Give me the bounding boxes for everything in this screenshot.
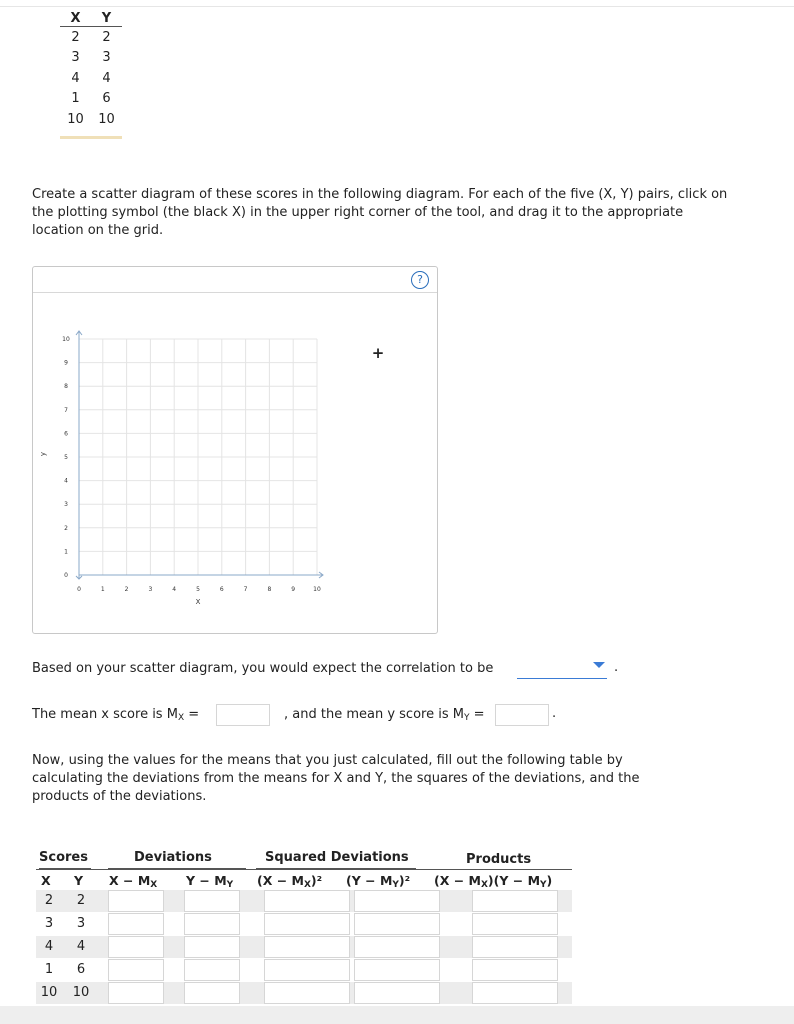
y-axis-label: y — [39, 451, 47, 457]
dev-x-input[interactable] — [108, 982, 164, 1004]
col-x-minus-mx — [109, 873, 157, 890]
dev-y-input[interactable] — [184, 890, 240, 912]
score-x: 2 — [44, 893, 54, 908]
chevron-down-icon — [593, 662, 605, 668]
x-axis-label: X — [195, 598, 201, 606]
scatter-tool[interactable] — [32, 266, 438, 634]
col-product-mid: )(Y − M — [487, 873, 541, 888]
table-row — [60, 89, 122, 110]
top-divider — [0, 6, 794, 7]
mean-x-subscript: X — [177, 713, 185, 723]
y-value: 2 — [102, 29, 111, 45]
group-scores: Scores — [39, 850, 88, 865]
product-input[interactable] — [472, 890, 558, 912]
col-y: Y — [74, 873, 84, 888]
mean-x-text: The mean x score is M — [32, 707, 178, 722]
y-tick-label: 7 — [64, 406, 68, 414]
x-value: 1 — [71, 91, 80, 107]
dev-y-input[interactable] — [184, 936, 240, 958]
col-sq-y-close: )² — [398, 873, 411, 888]
sq-dev-x-input[interactable] — [264, 913, 350, 935]
sq-dev-y-input[interactable] — [354, 913, 440, 935]
score-x: 3 — [44, 916, 54, 931]
x-tick-label: 3 — [148, 586, 153, 593]
col-product-close: ) — [546, 873, 553, 888]
correlation-label: Based on your scatter diagram, you would expect the correlation to be — [32, 661, 494, 676]
y-tick-label: 6 — [64, 430, 68, 438]
table-row — [60, 109, 122, 130]
col-product — [434, 873, 552, 890]
product-input[interactable] — [472, 936, 558, 958]
x-tick-label: 4 — [172, 586, 177, 593]
score-x: 1 — [44, 962, 54, 977]
y-tick-label: 2 — [64, 524, 68, 532]
scores-table-header — [60, 8, 122, 27]
dev-y-input[interactable] — [184, 982, 240, 1004]
score-y: 10 — [72, 985, 90, 1000]
table-underline — [60, 136, 122, 139]
correlation-dropdown[interactable] — [517, 658, 607, 679]
sq-dev-y-input[interactable] — [354, 890, 440, 912]
col-sq-y-sub: Y — [392, 880, 399, 890]
dev-x-input[interactable] — [108, 913, 164, 935]
mean-x-label — [32, 706, 199, 727]
help-icon[interactable]: ? — [411, 271, 429, 289]
x-value: 4 — [71, 70, 80, 86]
y-value: 6 — [102, 91, 111, 107]
x-value: 3 — [71, 50, 80, 66]
y-tick-label: 1 — [64, 548, 68, 556]
mean-y-subscript: Y — [463, 713, 470, 723]
sq-dev-x-input[interactable] — [264, 890, 350, 912]
mean-y-text: , and the mean y score is M — [284, 707, 464, 722]
y-tick-label: 5 — [64, 454, 68, 461]
col-x: X — [41, 873, 51, 888]
header-y: Y — [101, 11, 112, 26]
score-y: 4 — [76, 939, 86, 954]
y-tick-label: 8 — [64, 383, 68, 391]
dev-y-input[interactable] — [184, 913, 240, 935]
y-tick-label: 0 — [64, 572, 68, 579]
sq-dev-x-input[interactable] — [264, 936, 350, 958]
y-tick-label: 4 — [64, 477, 68, 485]
score-x: 10 — [40, 985, 58, 1000]
y-tick-label: 10 — [62, 336, 70, 343]
product-input[interactable] — [472, 913, 558, 935]
col-sq-x-close: )² — [310, 873, 323, 888]
x-tick-label: 1 — [100, 586, 105, 593]
table-row — [60, 27, 122, 48]
mean-y-equals: = — [469, 707, 485, 722]
group-deviations: Deviations — [134, 850, 212, 865]
y-tick-label: 3 — [64, 501, 68, 509]
header-rule — [36, 869, 572, 870]
mean-y-label — [284, 706, 484, 727]
dev-x-input[interactable] — [108, 959, 164, 981]
x-tick-label: 10 — [313, 586, 321, 593]
col-y-minus-my-text: Y − M — [186, 873, 227, 888]
x-tick-label: 8 — [267, 586, 272, 593]
mean-y-input[interactable] — [495, 704, 549, 726]
product-input[interactable] — [472, 959, 558, 981]
y-value: 4 — [102, 70, 111, 86]
score-y: 3 — [76, 916, 86, 931]
y-tick-label: 9 — [64, 359, 68, 367]
dev-x-input[interactable] — [108, 936, 164, 958]
product-input[interactable] — [472, 982, 558, 1004]
col-sq-x-sub: X — [303, 880, 311, 890]
means-period: . — [552, 706, 557, 721]
score-y: 6 — [76, 962, 86, 977]
y-value: 3 — [102, 50, 111, 66]
col-x-minus-mx-text: X − M — [109, 873, 151, 888]
sq-dev-y-input[interactable] — [354, 982, 440, 1004]
x-tick-label: 6 — [219, 586, 224, 593]
scores-table — [60, 8, 122, 139]
sq-dev-x-input[interactable] — [264, 982, 350, 1004]
plot-symbol-icon[interactable]: + — [371, 344, 385, 362]
correlation-period: . — [614, 660, 619, 675]
scatter-plot[interactable] — [33, 267, 437, 633]
col-sq-y — [346, 873, 410, 890]
score-y: 2 — [76, 893, 86, 908]
sq-dev-y-input[interactable] — [354, 959, 440, 981]
table-row — [60, 48, 122, 69]
col-y-minus-my — [186, 873, 233, 890]
sq-dev-x-input[interactable] — [264, 959, 350, 981]
col-sq-x — [257, 873, 322, 890]
col-sq-y-text: (Y − M — [346, 873, 393, 888]
col-y-minus-my-sub: Y — [226, 880, 234, 890]
sq-dev-y-input[interactable] — [354, 936, 440, 958]
x-tick-label: 0 — [77, 586, 81, 593]
bottom-bar — [0, 1006, 794, 1024]
group-squared-deviations: Squared Deviations — [265, 850, 409, 865]
dev-y-input[interactable] — [184, 959, 240, 981]
mean-x-input[interactable] — [216, 704, 270, 726]
col-x-minus-mx-sub: X — [150, 880, 158, 890]
x-tick-label: 5 — [196, 586, 200, 593]
x-value: 10 — [67, 111, 84, 127]
col-product-sub-y: Y — [540, 880, 547, 890]
x-tick-label: 7 — [243, 586, 248, 593]
mean-x-equals: = — [184, 707, 200, 722]
group-products: Products — [466, 852, 532, 867]
dev-x-input[interactable] — [108, 890, 164, 912]
score-x: 4 — [44, 939, 54, 954]
col-product-sub-x: X — [480, 880, 488, 890]
x-value: 2 — [71, 29, 80, 45]
table-instructions: Now, using the values for the means that you just calculated, fill out the following table by calculating the deviations from the means for X and Y, the squares of the deviations, and the products of the deviations. — [32, 753, 640, 804]
table-row — [60, 68, 122, 89]
y-value: 10 — [98, 111, 115, 127]
col-sq-x-text: (X − M — [257, 873, 304, 888]
col-product-text: (X − M — [434, 873, 481, 888]
scatter-instructions: Create a scatter diagram of these scores in the following diagram. For each of the five (X, Y) pairs, click on the plotting symbol (the black X) in the upper right corner of the tool, and drag it to the appropriate location on the grid. — [32, 187, 728, 238]
header-x: X — [70, 11, 81, 26]
x-tick-label: 9 — [291, 586, 296, 593]
x-tick-label: 2 — [124, 586, 129, 593]
